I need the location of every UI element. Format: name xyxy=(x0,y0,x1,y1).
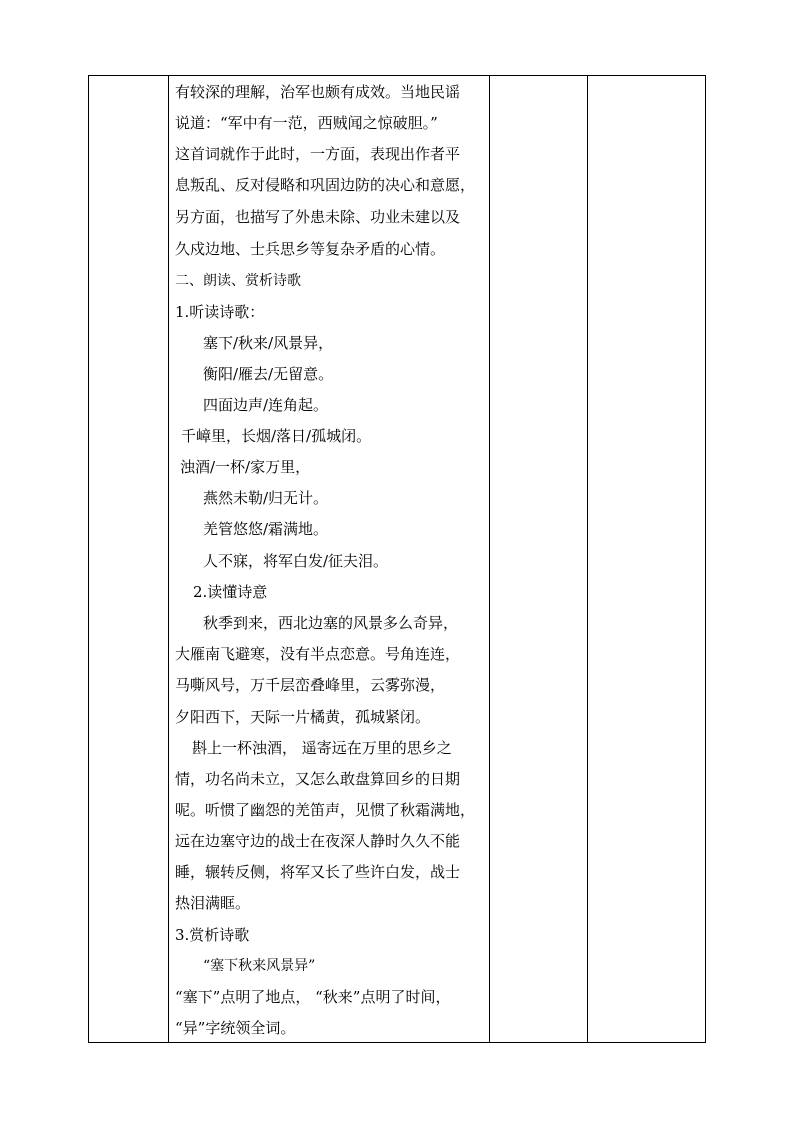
column-divider xyxy=(587,76,588,1042)
text-line: 睡，辗转反侧，将军又长了些许白发，战士 xyxy=(175,863,461,881)
poem-line: 浊酒/一杯/家万里， xyxy=(180,458,311,476)
subsection-heading: 3.赏析诗歌 xyxy=(175,926,250,944)
subsection-heading: 1.听读诗歌： xyxy=(175,303,265,321)
lesson-table xyxy=(88,75,706,1043)
section-heading: 二、朗读、赏析诗歌 xyxy=(175,273,301,289)
text-line: 夕阳西下，天际一片橘黄，孤城紧闭。 xyxy=(175,708,431,726)
text-line: 热泪满眶。 xyxy=(175,894,251,912)
text-line: 这首词就作于此时，一方面，表现出作者平 xyxy=(175,145,461,163)
subsection-heading: 2.读懂诗意 xyxy=(193,583,268,601)
text-line: 说道：“军中有一范，西贼闻之惊破胆。” xyxy=(175,114,438,132)
poem-line: 千嶂里，长烟/落日/孤城闭。 xyxy=(181,427,372,445)
text-line: 另方面，也描写了外患未除、功业未建以及 xyxy=(175,208,461,226)
quoted-verse: “塞下秋来风景异” xyxy=(203,958,316,974)
poem-line: 衡阳/雁去/无留意。 xyxy=(203,365,334,383)
text-line: 情，功名尚未立，又怎么敢盘算回乡的日期 xyxy=(175,770,461,788)
column-divider xyxy=(489,76,490,1042)
text-line: 久戍边地、士兵思乡等复杂矛盾的心情。 xyxy=(175,240,446,258)
text-line: 息叛乱、反对侵略和巩固边防的决心和意愿， xyxy=(175,176,476,194)
text-line: “异”字统领全词。 xyxy=(175,1019,296,1037)
poem-line: 人不寐，将军白发/征夫泪。 xyxy=(203,552,389,570)
text-line: 有较深的理解，治军也颇有成效。当地民谣 xyxy=(175,83,461,101)
text-line: 斟上一杯浊酒， 遥寄远在万里的思乡之 xyxy=(192,739,452,757)
poem-line: 塞下/秋来/风景异， xyxy=(203,334,334,352)
text-line: 大雁南飞避寒，没有半点恋意。号角连连， xyxy=(175,645,461,663)
poem-line: 燕然未勒/归无计。 xyxy=(203,489,329,507)
text-line: 秋季到来，西北边塞的风景多么奇异， xyxy=(203,614,459,632)
text-line: 马嘶风号，万千层峦叠峰里，云雾弥漫， xyxy=(175,676,446,694)
poem-line: 四面边声/连角起。 xyxy=(203,396,329,414)
text-line: 远在边塞守边的战士在夜深人静时久久不能 xyxy=(175,832,461,850)
column-divider xyxy=(168,76,169,1042)
text-line: “塞下”点明了地点， “秋来”点明了时间， xyxy=(175,988,451,1006)
text-line: 呢。听惯了幽怨的羌笛声，见惯了秋霜满地， xyxy=(175,801,476,819)
poem-line: 羌管悠悠/霜满地。 xyxy=(203,520,329,538)
